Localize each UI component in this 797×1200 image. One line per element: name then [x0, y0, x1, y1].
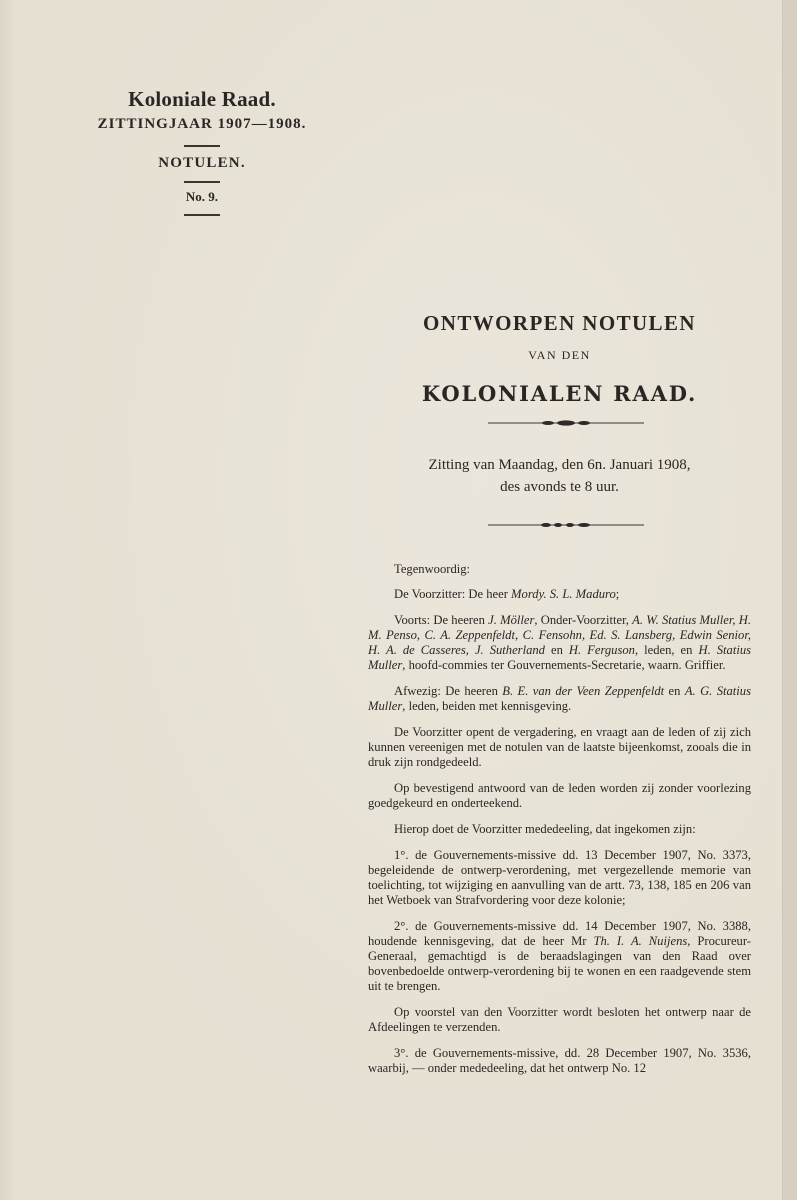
member-name: H. Ferguson	[568, 643, 635, 657]
title-connector: VAN DEN	[528, 348, 591, 362]
ornamental-rule	[488, 521, 644, 529]
organization-name: Koloniale Raad.	[128, 87, 276, 111]
approval-paragraph: Op bevestigend antwoord van de leden worden zij zonder voorlezing goedgekeurd en onderteekend.	[368, 781, 751, 810]
absent-name: B. E. van der Veen Zeppenfeldt	[502, 684, 665, 698]
item-2-prefix: 2°. de Gouvernements-missive dd. 14 December 1907, No. 3388, houdende kennisgeving, dat de heer Mr	[368, 919, 751, 948]
chair-suffix: ;	[615, 587, 620, 601]
item-2-suffix: , Procureur-Generaal, gemachtigd is de beraadslagingen van den Raad over bovenbedoelde ontwerp-verordening bij te wonen en een raadgevende stem uit te brengen.	[368, 934, 751, 993]
document-header	[70, 86, 334, 216]
header-divider	[184, 145, 220, 147]
chair-prefix: De Voorzitter: De heer	[394, 587, 512, 601]
member-name: H. Statius Muller	[368, 643, 752, 672]
members-prefix: Voorts: De heeren	[394, 613, 489, 627]
session-year: ZITTINGJAAR 1907—1908.	[97, 116, 307, 132]
meeting-date-line: Zitting van Maandag, den 6n. Januari 1908,	[428, 457, 691, 473]
members-suffix: , hoofd-commies ter Gouvernements-Secretarie, waarn. Griffier.	[402, 658, 726, 672]
document-number: No. 9.	[185, 189, 219, 204]
member-names: A. W. Statius Muller, H. M. Penso, C. A. Zeppenfeldt, C. Fensohn, Ed. S. Lansberg, Edwin Senior, H. A. de Casseres, J. Sutherland	[368, 613, 751, 657]
item-3: 3°. de Gouvernements-missive, dd. 28 December 1907, No. 3536, waarbij, — onder mededeeling, dat het ontwerp No. 12	[368, 1046, 751, 1075]
item-2-name: Th. I. A. Nuijens	[593, 934, 688, 948]
absent-name: A. G. Statius Muller	[368, 684, 752, 713]
opening-paragraph: De Voorzitter opent de vergadering, en vraagt aan de leden of zij zich kunnen vereenigen met de notulen van de laatste bijeenkomst, zooals die in druk zijn rondgedeeld.	[368, 725, 751, 769]
chair-paragraph	[368, 587, 751, 602]
members-text: , Onder-Voorzitter,	[534, 613, 633, 627]
members-paragraph	[368, 613, 751, 673]
absent-paragraph	[368, 684, 751, 714]
minutes-body	[368, 562, 751, 1087]
proposal-paragraph: Op voorstel van den Voorzitter wordt besloten het ontwerp naar de Afdeelingen te verzenden.	[368, 1005, 751, 1034]
meeting-time-line: des avonds te 8 uur.	[500, 479, 619, 495]
council-title: KOLONIALEN RAAD.	[421, 381, 698, 406]
absent-suffix: , leden, beiden met kennisgeving.	[402, 699, 572, 713]
item-2	[368, 919, 751, 994]
chair-name: Mordy. S. L. Maduro	[511, 587, 616, 601]
header-divider	[184, 214, 220, 216]
announcement-paragraph: Hierop doet de Voorzitter mededeeling, dat ingekomen zijn:	[394, 822, 696, 836]
ornamental-rule	[488, 419, 644, 427]
meeting-date	[368, 454, 751, 498]
main-title: ONTWORPEN NOTULEN	[423, 311, 696, 335]
page-edge	[782, 0, 797, 1200]
section-label: NOTULEN.	[158, 155, 246, 171]
item-1: 1°. de Gouvernements-missive dd. 13 December 1907, No. 3373, begeleidende de ontwerp-verordening, met vergezellende memorie van toelichting, tot wijziging en aanvulling van de artt. 73, 138, 185 en 206 van het Wetboek van Strafvordering voor deze kolonie;	[368, 848, 751, 907]
members-text: en	[544, 643, 569, 657]
absent-prefix: Afwezig: De heeren	[394, 684, 503, 698]
member-name: J. Möller	[488, 613, 535, 627]
members-text: , leden, en	[634, 643, 699, 657]
present-label: Tegenwoordig:	[394, 562, 471, 576]
header-divider	[184, 181, 220, 183]
absent-text: en	[664, 684, 685, 698]
